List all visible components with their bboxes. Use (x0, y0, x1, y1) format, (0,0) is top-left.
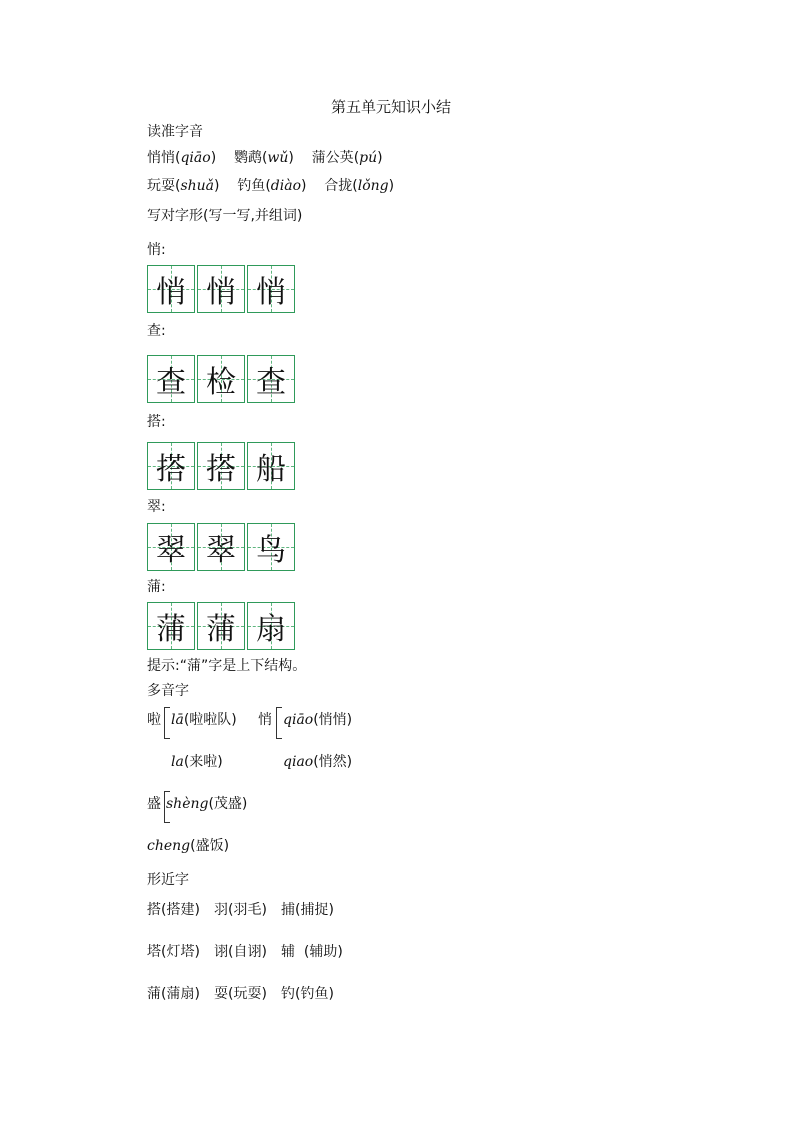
reading-row-2: 玩耍(shuǎ) 钓鱼(diào) 合拢(lǒng) (147, 178, 395, 194)
pinyin: shuǎ (180, 178, 215, 194)
tianzige-cell (197, 265, 245, 313)
tianzige-cell (247, 355, 295, 403)
similar-item: 搭(搭建) (147, 902, 200, 918)
polyphone-word: (茂盛) (208, 796, 248, 812)
polyphone-char: 啦 (147, 712, 161, 728)
reading-word: 合拢 (324, 178, 353, 194)
tianzige-row (147, 442, 297, 490)
reading-row-1: 悄悄(qiāo) 鹦鹉(wǔ) 蒲公英(pú) (147, 150, 383, 166)
tianzige-cell (147, 355, 195, 403)
practice-char: 翠 (206, 533, 236, 568)
pinyin: pú (359, 150, 378, 166)
similar-item: 捕(捕捉) (281, 902, 334, 918)
practice-char: 搭 (156, 452, 186, 487)
similar-item: 辅 (辅助) (281, 944, 343, 960)
polyphone-char: 悄 (258, 712, 272, 728)
pinyin: diào (270, 178, 301, 194)
tianzige-cell (147, 442, 195, 490)
practice-char: 悄 (156, 275, 186, 310)
char-label: 蒲: (147, 579, 166, 595)
char-label: 搭: (147, 414, 166, 430)
tianzige-cell (247, 265, 295, 313)
structure-tip: 提示:“蒲”字是上下结构。 (147, 658, 307, 674)
tianzige-cell (197, 355, 245, 403)
pinyin: shèng (166, 796, 209, 812)
tianzige-cell (247, 602, 295, 650)
practice-char: 蒲 (206, 612, 236, 647)
pinyin: wǔ (267, 150, 289, 166)
tianzige-cell (197, 602, 245, 650)
pinyin: la (171, 754, 184, 770)
similar-item: 耍(玩耍) (214, 986, 267, 1002)
polyphone-reading-1 (283, 711, 352, 729)
tianzige-cell (197, 442, 245, 490)
pinyin: qiao (283, 754, 314, 770)
practice-char: 翠 (156, 533, 186, 568)
tianzige-cell (247, 442, 295, 490)
pinyin: cheng (147, 838, 191, 854)
polyphone-reading-2 (147, 837, 229, 855)
reading-word: 玩耍 (147, 178, 175, 194)
polyphone-word: (啦啦队) (183, 712, 237, 728)
similar-item: 诩(自诩) (214, 944, 267, 960)
polyphone-reading-1 (166, 795, 247, 813)
practice-char: 蒲 (156, 612, 186, 647)
brace-icon (164, 707, 170, 739)
polyphone-char: 盛 (147, 796, 161, 812)
reading-word: 蒲公英 (311, 150, 354, 166)
tianzige-cell (147, 265, 195, 313)
pinyin: qiāo (283, 712, 314, 728)
polyphone-word: (盛饭) (190, 838, 230, 854)
pinyin: lā (171, 712, 184, 728)
tianzige-cell (147, 523, 195, 571)
reading-heading: 读准字音 (147, 124, 203, 140)
practice-char: 悄 (206, 275, 236, 310)
polyphone-reading-2 (283, 753, 352, 771)
char-label: 查: (147, 323, 166, 339)
tianzige-row (147, 355, 297, 403)
practice-char: 查 (256, 365, 286, 400)
practice-char: 悄 (256, 275, 286, 310)
tianzige-row (147, 602, 297, 650)
polyphone-reading-1 (171, 711, 237, 729)
similar-item: 钓(钓鱼) (281, 986, 334, 1002)
tianzige-cell (197, 523, 245, 571)
reading-word: 钓鱼 (237, 178, 266, 194)
practice-char: 船 (256, 452, 286, 487)
polyphone-word: (悄悄) (313, 712, 353, 728)
practice-char: 查 (156, 365, 186, 400)
similar-item: 塔(灯塔) (147, 944, 200, 960)
practice-char: 扇 (256, 612, 286, 647)
polyphone-reading-2 (171, 753, 223, 771)
similar-heading: 形近字 (147, 872, 189, 888)
practice-char: 鸟 (256, 533, 286, 568)
tianzige-cell (247, 523, 295, 571)
tianzige-row (147, 523, 297, 571)
reading-word: 悄悄 (147, 150, 175, 166)
similar-item: 蒲(蒲扇) (147, 986, 200, 1002)
tianzige-row (147, 265, 297, 313)
char-label: 翠: (147, 499, 166, 515)
brace-icon (276, 707, 282, 739)
polyphone-word: (来啦) (183, 754, 223, 770)
similar-item: 羽(羽毛) (214, 902, 267, 918)
pinyin: qiāo (180, 150, 211, 166)
reading-word: 鹦鹉 (233, 150, 262, 166)
practice-char: 搭 (206, 452, 236, 487)
pinyin: lǒng (357, 178, 389, 194)
polyphone-heading: 多音字 (147, 683, 189, 699)
polyphone-word: (悄然) (313, 754, 353, 770)
page-title: 第五单元知识小结 (331, 98, 452, 116)
practice-char: 检 (206, 365, 236, 400)
char-label: 悄: (147, 242, 166, 258)
tianzige-cell (147, 602, 195, 650)
writing-heading: 写对字形(写一写,并组词) (147, 208, 303, 224)
